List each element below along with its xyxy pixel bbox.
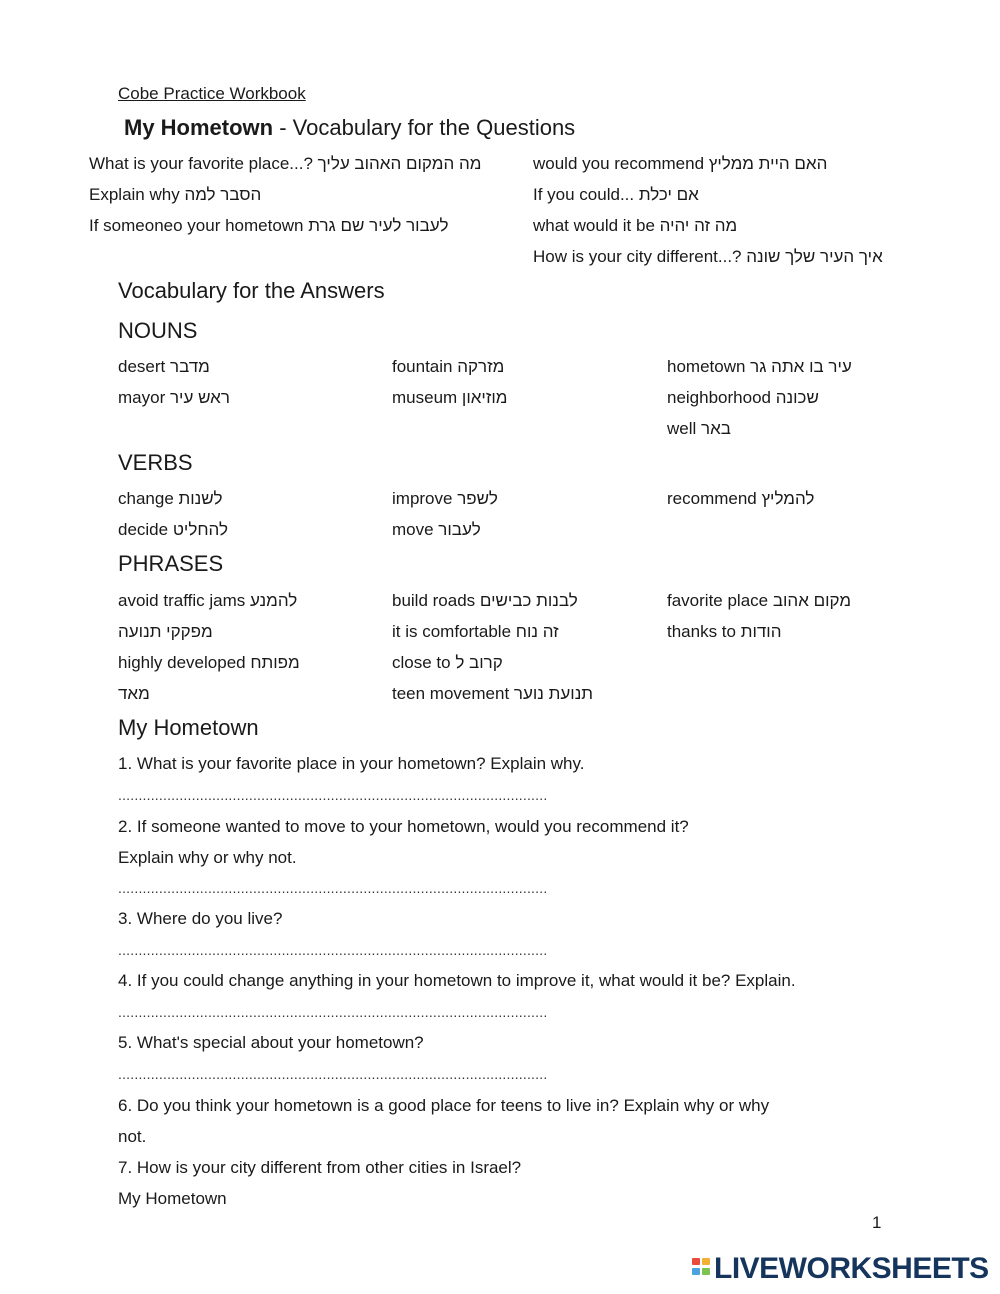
page-title-rest: - Vocabulary for the Questions: [273, 115, 576, 140]
noun-item: neighborhood שכונה: [667, 388, 819, 407]
answer-line-1[interactable]: .........................................................................................................: [118, 787, 548, 803]
question-2: 2. If someone wanted to move to your hometown, would you recommend it?: [118, 817, 689, 836]
question-vocab-left-1: What is your favorite place...? מה המקום האהוב עליך: [89, 154, 482, 173]
question-vocab-right-1: would you recommend האם היית ממליץ: [533, 154, 828, 173]
question-3: 3. Where do you live?: [118, 909, 283, 928]
nouns-heading: NOUNS: [118, 318, 198, 343]
answer-line-3[interactable]: .........................................................................................................: [118, 942, 548, 958]
phrase-item: teen movement תנועת נוער: [392, 684, 594, 703]
phrase-item: thanks to הודות: [667, 622, 782, 641]
noun-item: desert מדבר: [118, 357, 210, 376]
question-5: 5. What's special about your hometown?: [118, 1033, 424, 1052]
page-number: 1: [872, 1213, 882, 1232]
exercise-heading: My Hometown: [118, 715, 259, 740]
answer-line-4[interactable]: .........................................................................................................: [118, 1004, 548, 1020]
phrase-item: avoid traffic jams להמנע: [118, 591, 298, 610]
phrase-item: favorite place מקום אהוב: [667, 591, 852, 610]
noun-item: mayor ראש עיר: [118, 388, 230, 407]
question-1: 1. What is your favorite place in your hometown? Explain why.: [118, 754, 585, 773]
answers-heading: Vocabulary for the Answers: [118, 278, 385, 303]
answer-line-5[interactable]: .........................................................................................................: [118, 1066, 548, 1082]
phrase-item: מפקקי תנועה: [118, 622, 213, 641]
question-vocab-right-2: If you could... אם יכלת: [533, 185, 699, 204]
verb-item: decide להחליט: [118, 520, 228, 539]
liveworksheets-logo-text: LIVEWORKSHEETS: [714, 1252, 989, 1285]
noun-item: fountain מזרקה: [392, 357, 505, 376]
page-title: [124, 115, 575, 141]
question-vocab-right-4: How is your city different...? איך העיר שלך שונה: [533, 247, 883, 266]
phrase-item: it is comfortable זה נוח: [392, 622, 559, 641]
verb-item: change לשנות: [118, 489, 223, 508]
verb-item: recommend להמליץ: [667, 489, 815, 508]
phrases-heading: PHRASES: [118, 551, 224, 576]
verbs-heading: VERBS: [118, 450, 193, 475]
verb-item: move לעבור: [392, 520, 481, 539]
liveworksheets-logo[interactable]: [692, 1252, 989, 1286]
page-title-bold: My Hometown: [124, 115, 274, 140]
phrase-item: highly developed מפותח: [118, 653, 300, 672]
question-6-cont: not.: [118, 1127, 147, 1146]
noun-item: hometown עיר בו אתה גר: [667, 357, 852, 376]
question-2-cont: Explain why or why not.: [118, 848, 297, 867]
question-vocab-left-3: If someoneo your hometown לעבור לעיר שם גרת: [89, 216, 449, 235]
question-vocab-right-3: what would it be מה זה יהיה: [533, 216, 738, 235]
phrase-item: close to קרוב ל: [392, 653, 503, 672]
question-7: 7. How is your city different from other cities in Israel?: [118, 1158, 522, 1177]
verb-item: improve לשפר: [392, 489, 498, 508]
question-vocab-left-2: Explain why הסבר למה: [89, 185, 262, 204]
answer-line-2[interactable]: .........................................................................................................: [118, 880, 548, 896]
liveworksheets-logo-icon: [692, 1256, 712, 1282]
noun-item: museum מוזיאון: [392, 388, 508, 407]
footer-title: My Hometown: [118, 1189, 227, 1208]
question-4: 4. If you could change anything in your hometown to improve it, what would it be? Explain.: [118, 971, 796, 990]
noun-item: well באר: [667, 419, 731, 438]
question-6: 6. Do you think your hometown is a good place for teens to live in? Explain why or why: [118, 1096, 770, 1115]
phrase-item: build roads לבנות כבישים: [392, 591, 578, 610]
workbook-link[interactable]: Cobe Practice Workbook: [118, 84, 306, 103]
phrase-item: מאד: [118, 684, 150, 703]
